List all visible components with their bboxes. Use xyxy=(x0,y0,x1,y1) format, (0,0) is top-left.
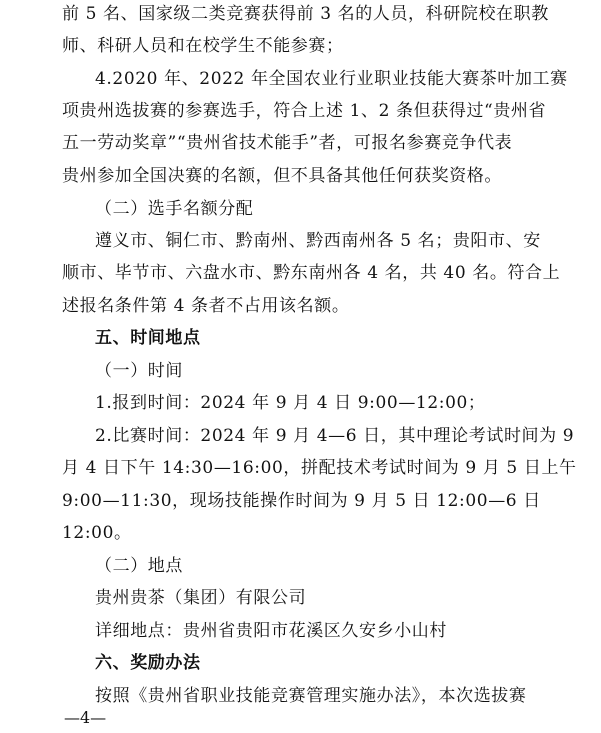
text-line: 述报名条件第 4 条者不占用该名额。 xyxy=(62,296,350,316)
text-line: 五一劳动奖章”“贵州省技术能手”者，可报名参赛竞争代表 xyxy=(62,133,513,153)
subsection-heading: （二）选手名额分配 xyxy=(95,199,254,219)
text-line: 顺市、毕节市、六盘水市、黔东南州各 4 名，共 40 名。符合上 xyxy=(62,263,561,283)
text-line: 12:00。 xyxy=(62,523,132,543)
text-line: 1.报到时间：2024 年 9 月 4 日 9:00—12:00； xyxy=(95,393,486,413)
text-line: 贵州参加全国决赛的名额，但不具备其他任何获奖资格。 xyxy=(62,166,502,186)
text-line: 遵义市、铜仁市、黔南州、黔西南州各 5 名；贵阳市、安 xyxy=(95,231,541,251)
text-line: 详细地点：贵州省贵阳市花溪区久安乡小山村 xyxy=(95,621,447,641)
subsection-heading: （一）时间 xyxy=(95,361,183,381)
text-line: 4.2020 年、2022 年全国农业行业职业技能大赛茶叶加工赛 xyxy=(95,69,568,89)
subsection-heading: （二）地点 xyxy=(95,556,183,576)
text-line: 前 5 名、国家级二类竞赛获得前 3 名的人员，科研院校在职教 xyxy=(62,4,549,24)
text-line: 9:00—11:30，现场技能操作时间为 9 月 5 日 12:00—6 日 xyxy=(62,491,541,511)
text-line: 贵州贵茶（集团）有限公司 xyxy=(95,588,307,608)
text-line: 2.比赛时间：2024 年 9 月 4—6 日，其中理论考试时间为 9 xyxy=(95,426,575,446)
page-number: —4— xyxy=(64,708,107,727)
section-heading: 六、奖励办法 xyxy=(95,653,201,673)
text-line: 项贵州选拔赛的参赛选手，符合上述 1、2 条但获得过“贵州省 xyxy=(62,101,547,121)
section-heading: 五、时间地点 xyxy=(95,328,201,348)
text-line: 按照《贵州省职业技能竞赛管理实施办法》，本次选拔赛 xyxy=(95,686,527,706)
text-line: 师、科研人员和在校学生不能参赛； xyxy=(62,36,344,56)
text-line: 月 4 日下午 14:30—16:00，拼配技术考试时间为 9 月 5 日上午 xyxy=(62,458,577,478)
